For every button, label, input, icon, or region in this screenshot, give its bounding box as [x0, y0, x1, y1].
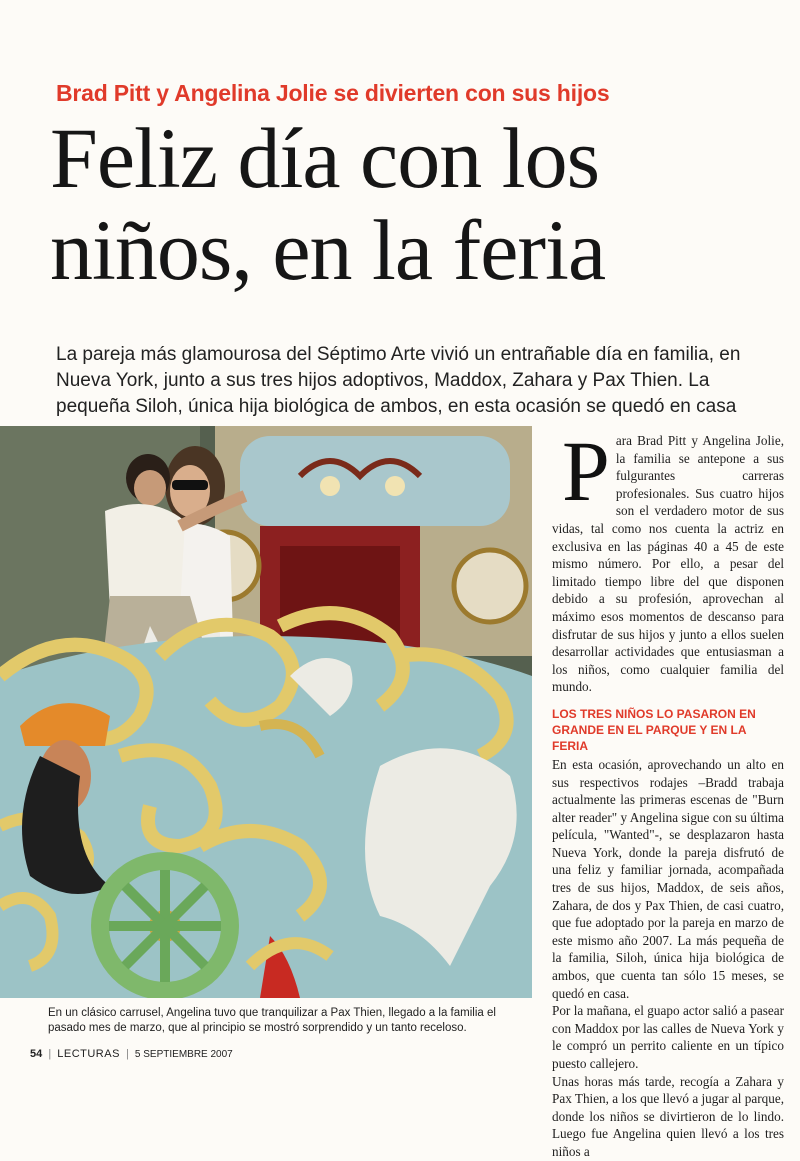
page-footer: 54 | LECTURAS | 5 SEPTIEMBRE 2007: [30, 1048, 233, 1060]
deck-intro: La pareja más glamourosa del Séptimo Arte vivió un entrañable día en familia, en Nueva York, junto a sus tres hijos adoptivos, Maddox, Zahara y Pax Thien. La pequeña Siloh, única hija biológica de ambos, en esta ocasión se quedó en casa: [56, 344, 741, 417]
drop-cap: P: [562, 423, 610, 519]
issue-date: 5 SEPTIEMBRE 2007: [134, 1049, 233, 1060]
headline-line-2: niños, en la feria: [50, 202, 606, 298]
article-body: [552, 423, 784, 1161]
headline: [50, 112, 790, 296]
carousel-photo: [0, 426, 532, 998]
carousel-photo-illustration: [0, 426, 532, 998]
magazine-name: LECTURAS: [57, 1048, 120, 1060]
article-subhead: LOS TRES NIÑOS LO PASARON EN GRANDE EN EL PARQUE Y EN LA FERIA: [552, 706, 756, 753]
page-number: 54: [30, 1048, 43, 1060]
article-paragraph-4: Unas horas más tarde, recogía a Zahara y Pax Thien, a los que llevó a jugar al parque, donde los niños se divirtieron de lo lindo. Luego fue Angelina quien llevó a los tres niños a: [552, 1073, 784, 1159]
photo-caption: En un clásico carrusel, Angelina tuvo que tranquilizar a Pax Thien, llegado a la familia el pasado mes de marzo, que al principio se mostró sorprendido y un tanto receloso.: [48, 1007, 496, 1034]
kicker: Brad Pitt y Angelina Jolie se divierten con sus hijos: [56, 80, 610, 106]
article-paragraph-2: En esta ocasión, aprovechando un alto en sus respectivos rodajes –Bradd trabaja actualmente las primeras escenas de "Burn alter reader" y Angelina sigue con su última película, "Wanted"-, se desplazaron hasta Nueva York, donde la pareja disfrutó de una feliz y familiar jornada, acompañada tres de sus hijos, Maddox, de seis años, Zahara, de dos y Pax Thien, de casi cuatro, que fue adoptado por la pareja en marzo de este mismo año 2007. La más pequeña de la familia, Siloh, única hija biológica de ambos, que cuenta tan sólo 15 meses, se quedó en casa.: [552, 756, 784, 1001]
article-paragraph-3: Por la mañana, el guapo actor salió a pasear con Maddox por las calles de Nueva York y le compró un perrito caliente en un típico puesto callejero.: [552, 1003, 784, 1071]
headline-line-1: Feliz día con los: [50, 110, 600, 206]
article-paragraph-1: ara Brad Pitt y Angelina Jolie, la familia se antepone a sus fulgurantes carreras profesionales. Sus cuatro hijos son el verdadero motor de sus vidas, tal como nos cuenta la actriz en exclusiva en las páginas 40 a 45 de este mismo número. Por ello, a pesar del limitado tiempo libre del que disponen debido a su profesión, aprovechan al máximo esos momentos de descanso para disfrutar de sus hijos y junto a ellos suelen desarrollar actividades que entusiasman a los niños, como cualquier familia del mundo.: [552, 433, 784, 695]
